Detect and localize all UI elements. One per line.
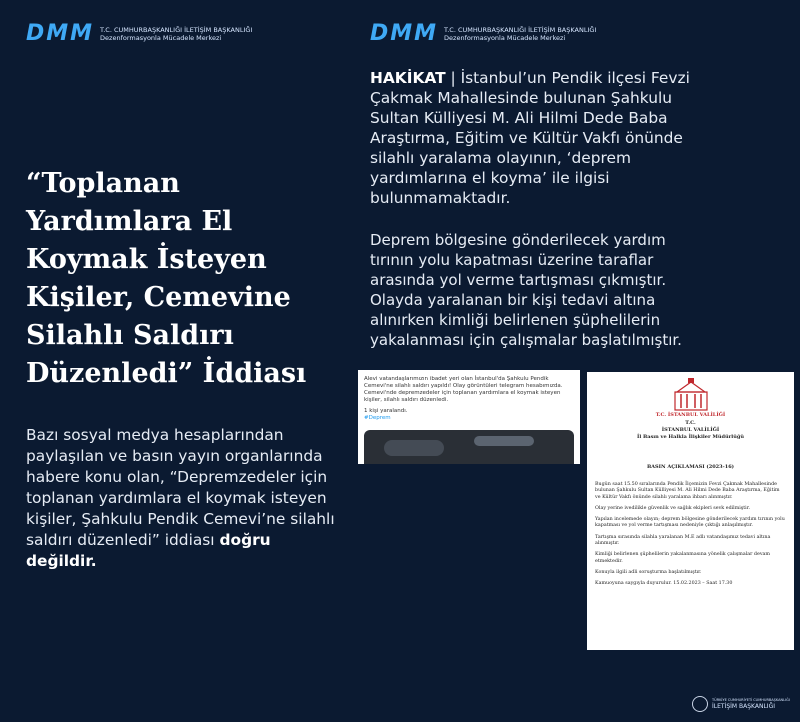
press-head-mudurluk: İl Basın ve Halkla İlişkiler Müdürlüğü xyxy=(637,434,744,440)
video-light-shape xyxy=(474,436,534,446)
governorship-building-icon xyxy=(673,378,709,412)
logo-line1: T.C. CUMHURBAŞKANLIĞI İLETİŞİM BAŞKANLIĞI xyxy=(444,26,597,34)
verdict-text: İstanbul’un Pendik ilçesi Fevzi Çakmak Mahallesinde bulunan Şahkulu Sultan Külliyesi M. Ali Hilmi Dede Baba Araştırma, Eğitim ve Kültür Vakfı önünde silahlı yaralama olayının, ‘deprem yardımlarına el koyma’ ile ilgisi bulunmamaktadır. xyxy=(370,69,690,207)
press-paragraph: Yapılan incelemede olayın; deprem bölgesine gönderilecek yardım tırının yolu kapatması ve yol verme tartışması nedeniyle çıktığı anlaşılmıştır. xyxy=(595,517,785,529)
press-paragraph: Bugün saat 15.50 sıralarında Pendik İlçemizin Fevzi Çakmak Mahallesinde bulunan Şahkulu Sultan Külliyesi M. Ali Hilmi Dede Baba Araştırma, Eğitim ve Kültür Vakfı önünde silahlı yaralama ihbarı alınmıştır. xyxy=(595,482,780,500)
press-paragraph: Kimliği belirlenen şüphelilerin yakalanmasına yönelik çalışmalar devam etmektedir. xyxy=(595,552,770,564)
press-title: BASIN AÇIKLAMASI (2023-16) xyxy=(646,464,735,470)
dmm-logo-left xyxy=(26,21,253,46)
dmm-logo-text xyxy=(444,26,596,42)
dmm-logo-mark: DMM xyxy=(26,21,95,46)
dmm-logo-right xyxy=(370,21,597,46)
verdict-paragraph xyxy=(370,68,690,208)
verdict-separator: | xyxy=(445,69,461,87)
press-head-valilik: İSTANBUL VALİLİĞİ xyxy=(661,427,720,433)
footer-line1: TÜRKİYE CUMHURİYETİ CUMHURBAŞKANLIĞI xyxy=(712,698,790,702)
tweet-screenshot xyxy=(358,370,580,464)
footer-line2: İLETİŞİM BAŞKANLIĞI xyxy=(712,703,775,710)
tweet-video-thumbnail xyxy=(364,430,574,464)
tweet-count: 1 kişi yaralandı. xyxy=(364,408,408,414)
description-text: Bazı sosyal medya hesaplarından paylaşılan ve basın yayın organlarında habere konu olan, “Depremzedeler için toplanan yardımlara el koymak isteyen kişiler, Şahkulu Pendik Cemevi’ne silahlı saldırı düzenledi” iddiası xyxy=(26,426,335,549)
dmm-logo-text xyxy=(100,26,252,42)
claim-headline: “Toplanan Yardımlara El Koymak İsteyen Kişiler, Cemevine Silahlı Saldırı Düzenledi” İddiası xyxy=(26,168,307,389)
press-paragraph: Konuyla ilgili adli soruşturma başlatılmıştır. xyxy=(595,569,702,575)
logo-line2: Dezenformasyonla Mücadele Merkezi xyxy=(100,34,222,42)
logo-line2: Dezenformasyonla Mücadele Merkezi xyxy=(444,34,566,42)
video-car-shape xyxy=(384,440,444,456)
seal-label: T.C. İSTANBUL VALİLİĞİ xyxy=(655,412,726,418)
description-verdict: doğru değildir. xyxy=(26,531,271,570)
press-release-document xyxy=(587,372,794,650)
emblem-icon xyxy=(692,696,708,712)
press-paragraph: Kamuoyuna saygıyla duyurulur. 15.02.2023 – Saat 17.30 xyxy=(595,581,733,587)
footer-text xyxy=(712,698,790,710)
tweet-hashtag: #Deprem xyxy=(364,415,391,421)
press-head-tc: T.C. xyxy=(685,420,696,426)
claim-description xyxy=(26,425,346,572)
detail-paragraph: Deprem bölgesine gönderilecek yardım tırının yolu kapatması üzerine taraflar arasında yol verme tartışması çıkmıştır. Olayda yaralanan bir kişi tedavi altına alınırken kimliği belirlenen şüphelilerin yakalanması için çalışmalar başlatılmıştır. xyxy=(370,231,682,349)
press-header xyxy=(587,420,794,441)
press-paragraph: Tartışma sırasında silahla yaralanan M.E adlı vatandaşımız tedavi altına alınmıştır. xyxy=(595,534,771,547)
press-body xyxy=(595,482,786,593)
dmm-logo-mark: DMM xyxy=(370,21,439,46)
press-paragraph: Olay yerine ivedilikle güvenlik ve sağlık ekipleri sevk edilmiştir. xyxy=(595,505,751,511)
tweet-text: Alevi vatandaşlarımızın ibadet yeri olan İstanbul'da Şahkulu Pendik Cemevi'ne silahlı saldırı yapıldı! Olay görüntüleri telegram hesabımızda. Cemevi'nde depremzedeler için toplanan yardımlara el koymak isteyen kişiler, silahlı saldırı düzenledi. xyxy=(364,376,563,403)
iletisim-baskanligi-logo xyxy=(692,696,790,712)
logo-line1: T.C. CUMHURBAŞKANLIĞI İLETİŞİM BAŞKANLIĞI xyxy=(100,26,253,34)
verdict-tag: HAKİKAT xyxy=(370,69,446,87)
